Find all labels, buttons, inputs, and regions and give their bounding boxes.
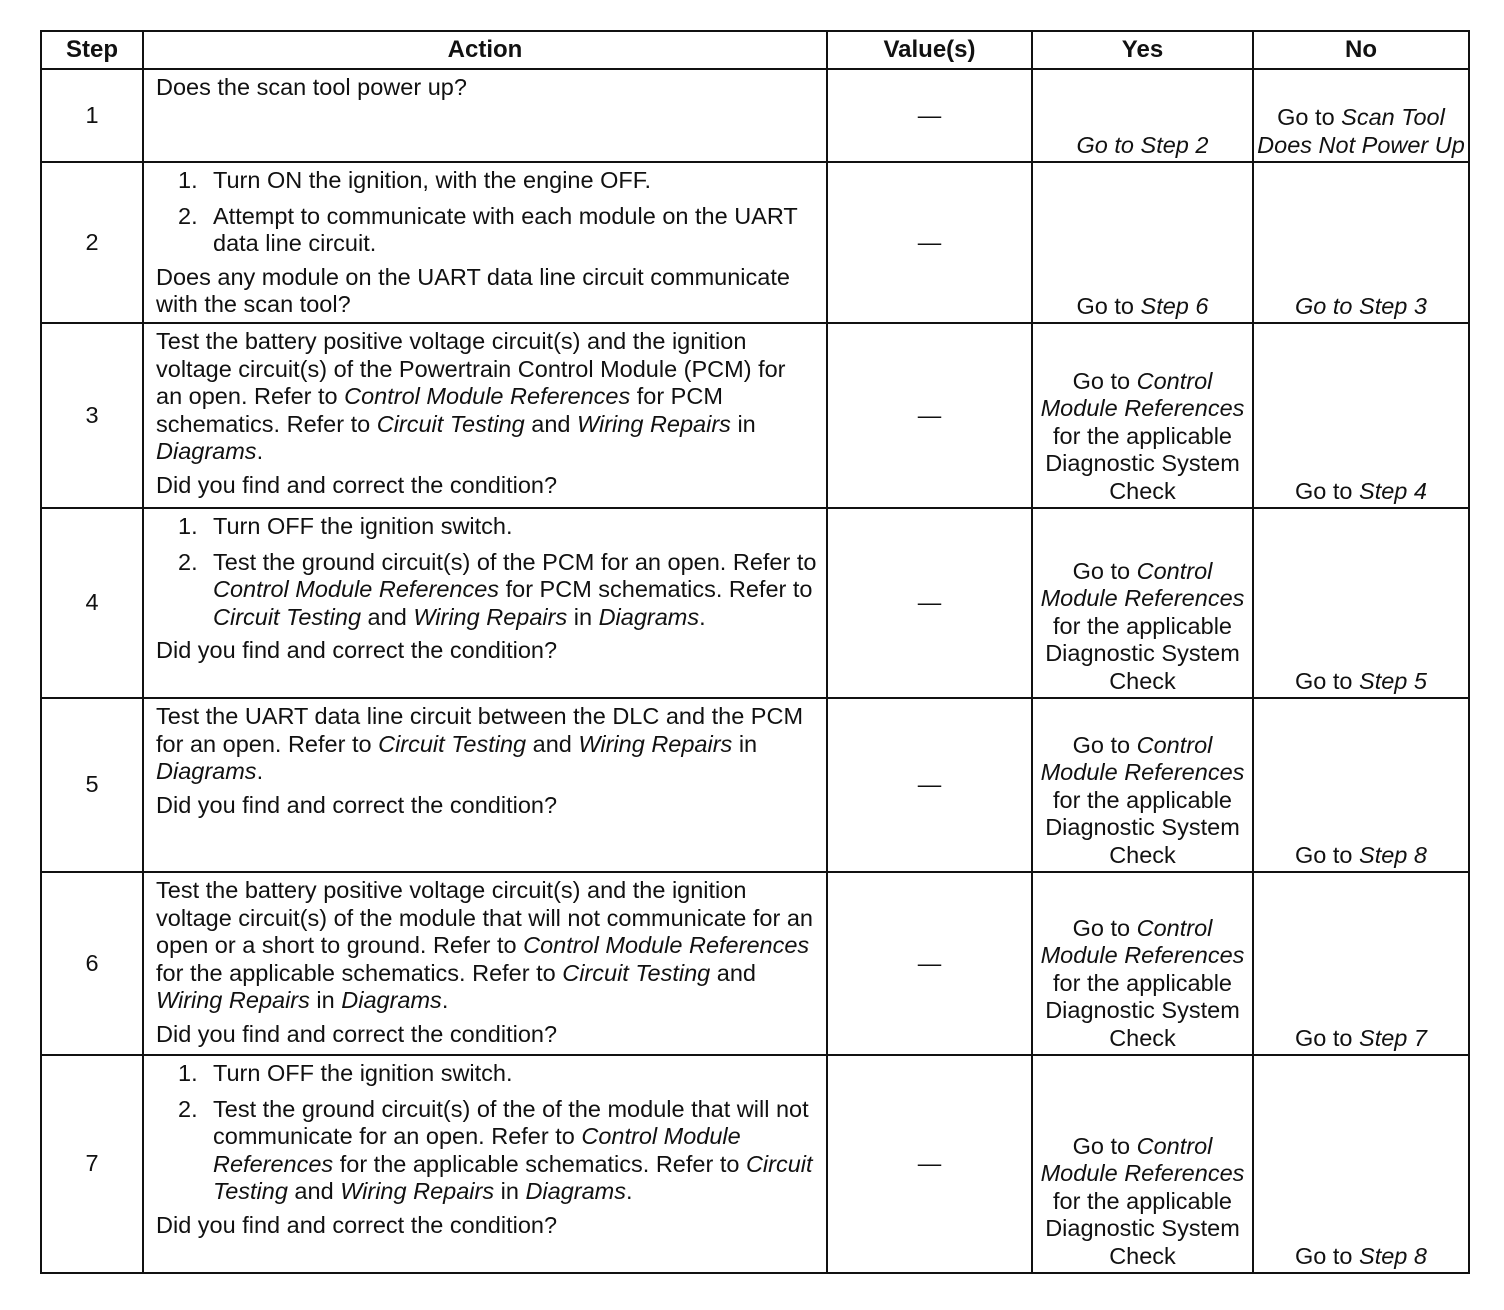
yes-cell: [1032, 323, 1253, 508]
text-segment: Did you find and correct the condition?: [156, 471, 558, 498]
action-paragraph: [156, 1212, 818, 1240]
action-paragraph: [156, 328, 818, 466]
reference-text: Control Module References: [1040, 1132, 1245, 1186]
reference-text: Circuit Testing: [562, 959, 711, 986]
table-row: [41, 872, 1469, 1055]
reference-text: Control Module References: [523, 932, 810, 958]
reference-text: Step 8: [1359, 841, 1427, 868]
text-segment: in: [567, 603, 599, 630]
value-dash: —: [917, 101, 942, 128]
step-number: 3: [41, 323, 143, 508]
text-segment: Test the battery positive voltage circuit(s) and the ignition voltage circuit(s) of the module that will not communicate for an open or a short to ground. Refer to: [156, 877, 813, 958]
action-paragraph: [156, 703, 818, 786]
text-segment: for PCM schematics. Refer to: [156, 383, 723, 437]
yes-cell: [1032, 698, 1253, 872]
reference-text: Step 6: [1140, 292, 1209, 319]
step-number: 4: [41, 508, 143, 698]
text-segment: Go to: [1076, 292, 1141, 319]
action-step-item: [156, 1096, 818, 1206]
reference-text: Scan Tool Does Not Power Up: [1257, 104, 1465, 158]
text-segment: .: [256, 438, 264, 464]
action-step-item: [156, 549, 818, 632]
header-row: [41, 31, 1469, 69]
action-paragraph: [156, 877, 818, 1015]
text-segment: Test the ground circuit(s) of the PCM for an open. Refer to: [213, 548, 817, 575]
step-number: 1: [41, 69, 143, 162]
action-cell: [143, 1055, 827, 1273]
text-segment: for the applicable Diagnostic System Check: [1045, 612, 1240, 694]
value-dash: —: [917, 589, 942, 616]
action-step-number: 2.: [178, 202, 198, 229]
table-row: [41, 508, 1469, 698]
value-dash: —: [917, 771, 942, 798]
value-cell: [827, 872, 1032, 1055]
text-segment: Turn ON the ignition, with the engine OFF.: [213, 167, 652, 193]
text-segment: Go to: [1295, 1024, 1360, 1051]
value-cell: [827, 69, 1032, 162]
text-segment: in: [494, 1178, 526, 1204]
reference-text: Step 4: [1359, 477, 1427, 504]
reference-text: Diagrams: [156, 438, 257, 464]
action-paragraph: [156, 472, 818, 500]
value-cell: [827, 698, 1032, 872]
action-paragraph: [156, 792, 818, 820]
text-segment: Go to: [1295, 1242, 1360, 1269]
header-step: Step: [41, 31, 143, 69]
reference-text: Control Module References: [213, 576, 500, 602]
text-segment: for the applicable Diagnostic System Check: [1045, 1187, 1240, 1269]
action-step-number: 1.: [178, 167, 198, 193]
reference-text: Wiring Repairs: [578, 730, 733, 757]
yes-cell: [1032, 1055, 1253, 1273]
action-cell: [143, 69, 827, 162]
no-cell: [1253, 698, 1469, 872]
text-segment: Test the UART data line circuit between the DLC and the PCM for an open. Refer to: [156, 703, 804, 757]
header-action: Action: [143, 31, 827, 69]
action-step-number: 1.: [178, 1060, 198, 1086]
header-yes: Yes: [1032, 31, 1253, 69]
reference-text: Wiring Repairs: [413, 603, 568, 630]
no-cell: [1253, 323, 1469, 508]
text-segment: and: [524, 410, 578, 437]
step-number: 2: [41, 162, 143, 323]
text-segment: Go to: [1295, 841, 1360, 868]
text-segment: and: [526, 730, 579, 757]
text-segment: Go to: [1072, 731, 1137, 758]
yes-cell: [1032, 508, 1253, 698]
value-cell: [827, 323, 1032, 508]
action-paragraph: [156, 1021, 818, 1049]
reference-text: Circuit Testing: [378, 730, 527, 757]
text-segment: for the applicable Diagnostic System Check: [1045, 786, 1240, 868]
table-row: [41, 162, 1469, 323]
action-steps-list: [156, 513, 818, 631]
action-step-item: [156, 167, 818, 195]
text-segment: for the applicable schematics. Refer to: [333, 1150, 746, 1177]
reference-text: Control Module References: [1040, 914, 1245, 968]
table-row: [41, 323, 1469, 508]
value-dash: —: [917, 949, 942, 976]
table-row: [41, 698, 1469, 872]
step-number: 6: [41, 872, 143, 1055]
no-cell: [1253, 508, 1469, 698]
text-segment: and: [710, 959, 757, 986]
text-segment: for the applicable schematics. Refer to: [156, 959, 563, 986]
text-segment: .: [699, 603, 706, 630]
text-segment: Test the ground circuit(s) of the of the module that will not communicate for an open. Refer to: [213, 1095, 809, 1149]
yes-cell: [1032, 162, 1253, 323]
reference-text: Circuit Testing: [213, 603, 362, 630]
table-body: [41, 69, 1469, 1273]
action-cell: [143, 508, 827, 698]
reference-text: Control Module References: [344, 383, 631, 409]
reference-text: Diagrams: [156, 758, 257, 784]
yes-cell: [1032, 872, 1253, 1055]
reference-text: Go to Step 2: [1076, 131, 1209, 158]
action-step-number: 2.: [178, 548, 198, 575]
yes-cell: [1032, 69, 1253, 162]
reference-text: Control Module References: [1040, 557, 1245, 611]
text-segment: Go to: [1295, 667, 1360, 694]
action-cell: [143, 323, 827, 508]
value-cell: [827, 1055, 1032, 1273]
value-dash: —: [917, 228, 942, 255]
value-dash: —: [917, 1150, 942, 1177]
text-segment: Attempt to communicate with each module on the UART data line circuit.: [213, 202, 798, 256]
reference-text: Step 8: [1359, 1242, 1427, 1269]
action-steps-list: [156, 1060, 818, 1206]
text-segment: Test the battery positive voltage circuit(s) and the ignition voltage circuit(s) of the Powertrain Control Module (PCM) for an open. Refer to: [156, 328, 786, 409]
value-cell: [827, 162, 1032, 323]
action-step-number: 2.: [178, 1095, 198, 1122]
text-segment: Turn OFF the ignition switch.: [213, 513, 513, 539]
reference-text: Step 5: [1359, 667, 1427, 694]
text-segment: Did you find and correct the condition?: [156, 1211, 558, 1238]
text-segment: Did you find and correct the condition?: [156, 1020, 558, 1047]
reference-text: Diagrams: [598, 603, 700, 630]
text-segment: Go to: [1277, 104, 1342, 130]
no-cell: [1253, 1055, 1469, 1273]
action-paragraph: [156, 637, 818, 665]
action-cell: [143, 162, 827, 323]
diagnostic-table: [40, 30, 1470, 1274]
reference-text: Diagrams: [341, 987, 442, 1013]
step-number: 7: [41, 1055, 143, 1273]
text-segment: for PCM schematics. Refer to: [499, 576, 813, 602]
value-dash: —: [917, 401, 942, 428]
reference-text: Diagrams: [525, 1178, 626, 1204]
no-cell: [1253, 872, 1469, 1055]
reference-text: Wiring Repairs: [340, 1178, 495, 1204]
action-paragraph: [156, 74, 818, 102]
text-segment: and: [287, 1178, 341, 1204]
action-step-item: [156, 203, 818, 258]
text-segment: Go to: [1072, 914, 1137, 941]
table-row: [41, 69, 1469, 162]
text-segment: Does any module on the UART data line circuit communicate with the scan tool?: [156, 263, 790, 317]
reference-text: Control Module References: [213, 1123, 741, 1177]
text-segment: .: [626, 1178, 633, 1204]
no-cell: [1253, 162, 1469, 323]
value-cell: [827, 508, 1032, 698]
header-value: Value(s): [827, 31, 1032, 69]
text-segment: and: [361, 603, 414, 630]
text-segment: for the applicable Diagnostic System Check: [1045, 969, 1240, 1051]
header-no: No: [1253, 31, 1469, 69]
reference-text: Go to Step 3: [1295, 292, 1427, 319]
action-steps-list: [156, 167, 818, 258]
text-segment: in: [730, 410, 756, 437]
reference-text: Control Module References: [1040, 731, 1245, 785]
reference-text: Circuit Testing: [213, 1150, 813, 1204]
text-segment: Turn OFF the ignition switch.: [213, 1060, 513, 1086]
text-segment: in: [732, 730, 758, 757]
action-paragraph: [156, 264, 818, 319]
action-cell: [143, 698, 827, 872]
action-step-number: 1.: [178, 513, 198, 539]
step-number: 5: [41, 698, 143, 872]
text-segment: Go to: [1072, 1132, 1137, 1159]
text-segment: .: [441, 987, 449, 1013]
text-segment: .: [256, 758, 264, 784]
action-step-item: [156, 513, 818, 541]
reference-text: Wiring Repairs: [577, 410, 731, 437]
reference-text: Wiring Repairs: [156, 987, 310, 1013]
text-segment: Did you find and correct the condition?: [156, 791, 558, 818]
text-segment: Go to: [1072, 367, 1137, 394]
reference-text: Step 7: [1359, 1024, 1427, 1051]
reference-text: Control Module References: [1040, 367, 1245, 421]
no-cell: [1253, 69, 1469, 162]
text-segment: Did you find and correct the condition?: [156, 637, 558, 663]
table-row: [41, 1055, 1469, 1273]
text-segment: Go to: [1072, 557, 1137, 584]
text-segment: for the applicable Diagnostic System Check: [1045, 422, 1240, 504]
text-segment: in: [309, 987, 342, 1013]
reference-text: Circuit Testing: [376, 410, 525, 437]
text-segment: Go to: [1295, 477, 1360, 504]
text-segment: Does the scan tool power up?: [156, 74, 467, 100]
action-step-item: [156, 1060, 818, 1088]
action-cell: [143, 872, 827, 1055]
